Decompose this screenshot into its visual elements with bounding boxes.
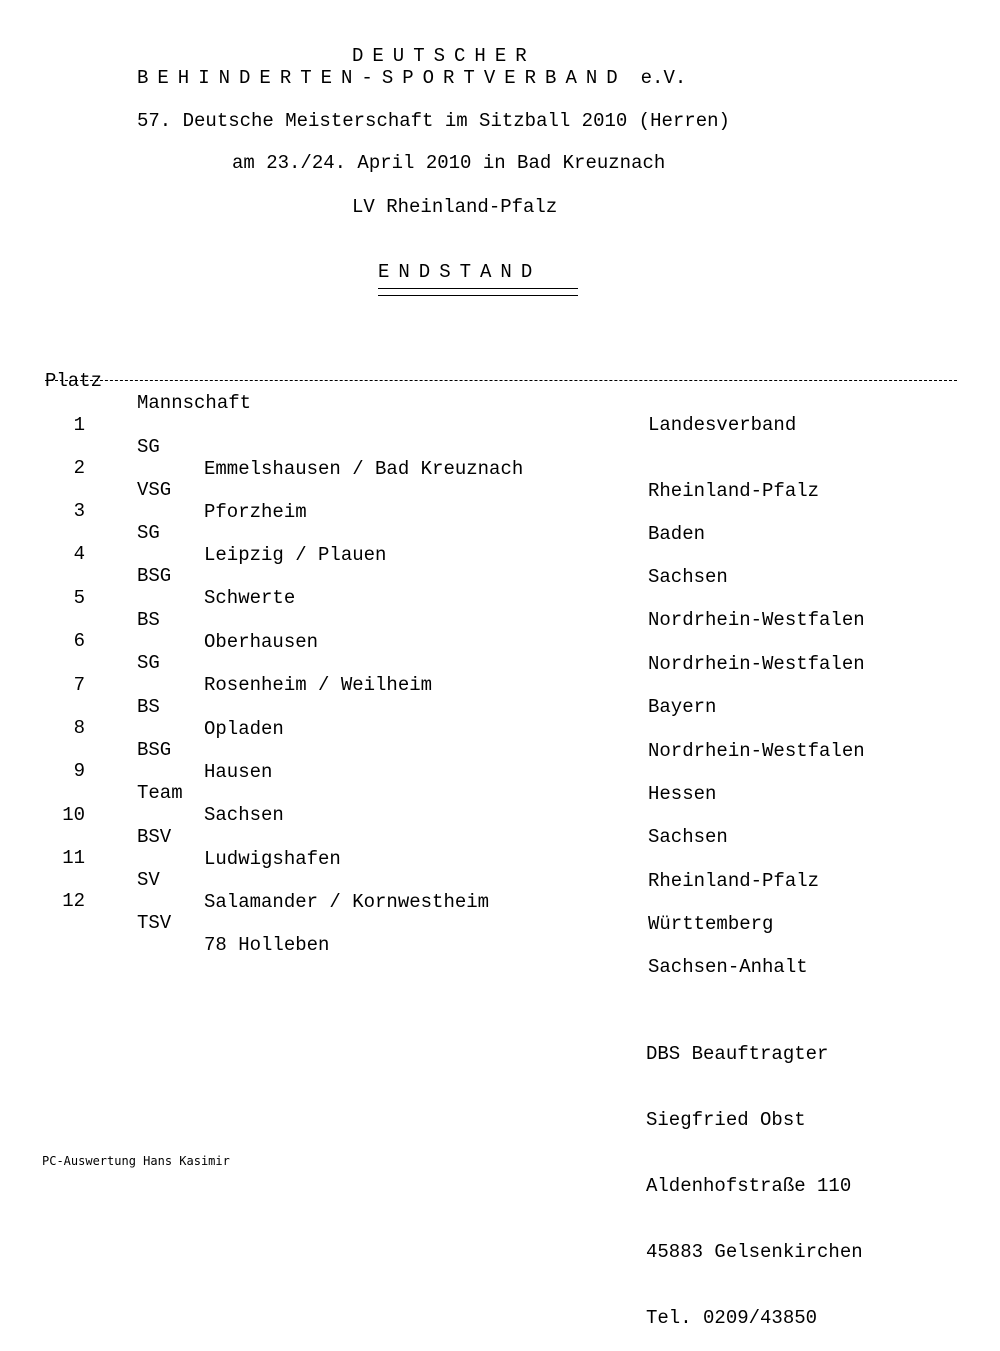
row-state: Sachsen-Anhalt [648,956,808,978]
row-team-name: Oberhausen [204,631,319,653]
row-team-name: Ludwigshafen [204,848,341,870]
row-state: Rheinland-Pfalz [648,480,820,502]
org-name-line1: DEUTSCHER [352,45,536,67]
row-club-type: BS [137,609,160,631]
row-state: Württemberg [648,913,774,935]
row-state: Sachsen [648,826,728,848]
org-name-line2 [137,67,686,89]
row-team-name: Pforzheim [204,501,307,523]
row-club-type: SV [137,869,160,891]
contact-phone: Tel. 0209/43850 [646,1307,818,1329]
row-rank: 6 [73,630,85,652]
row-rank: 3 [73,500,85,522]
host-association: LV Rheinland-Pfalz [352,196,558,218]
contact-block [646,999,863,1351]
footer-credit: PC-Auswertung Hans Kasimir [42,1154,230,1168]
contact-name: Siegfried Obst [646,1109,806,1131]
row-team-name: Hausen [204,761,273,783]
row-state: Bayern [648,696,717,718]
row-state: Baden [648,523,706,545]
row-team-name: 78 Holleben [204,934,330,956]
row-rank: 9 [73,760,85,782]
row-club-type: BSV [137,826,172,848]
row-rank: 10 [62,804,85,826]
row-rank: 4 [73,543,85,565]
row-team-name: Opladen [204,718,284,740]
row-team-name: Rosenheim / Weilheim [204,674,433,696]
row-club-type: SG [137,436,160,458]
row-rank: 1 [73,414,85,436]
contact-city: 45883 Gelsenkirchen [646,1241,863,1263]
header-state: Landesverband [648,414,797,436]
header-divider [45,380,957,381]
event-title: 57. Deutsche Meisterschaft im Sitzball 2010 (Herren) [137,110,730,132]
row-rank: 11 [62,847,85,869]
row-club-type: Team [137,782,183,804]
row-club-type: TSV [137,912,172,934]
contact-role: DBS Beauftragter [646,1043,829,1065]
header-team: Mannschaft [137,392,252,414]
section-title: ENDSTAND [378,261,542,283]
row-rank: 5 [73,587,85,609]
row-club-type: BS [137,696,160,718]
org-suffix: e.V. [640,67,687,89]
row-rank: 12 [62,890,85,912]
section-title-underline [378,288,578,296]
contact-street: Aldenhofstraße 110 [646,1175,852,1197]
row-club-type: VSG [137,479,172,501]
table-header [0,348,1000,436]
row-team-name: Salamander / Kornwestheim [204,891,490,913]
row-club-type: BSG [137,565,172,587]
row-state: Sachsen [648,566,728,588]
header-rank: Platz [45,370,103,392]
row-team-name: Schwerte [204,587,296,609]
row-team-name: Sachsen [204,804,284,826]
row-rank: 7 [73,674,85,696]
row-state: Nordrhein-Westfalen [648,740,865,762]
row-club-type: SG [137,652,160,674]
row-rank: 2 [73,457,85,479]
row-rank: 8 [73,717,85,739]
row-club-type: SG [137,522,160,544]
row-state: Hessen [648,783,717,805]
row-team-name: Leipzig / Plauen [204,544,387,566]
row-club-type: BSG [137,739,172,761]
row-state: Rheinland-Pfalz [648,870,820,892]
row-state: Nordrhein-Westfalen [648,653,865,675]
row-state: Nordrhein-Westfalen [648,609,865,631]
event-date: am 23./24. April 2010 in Bad Kreuznach [232,152,666,174]
row-team-name: Emmelshausen / Bad Kreuznach [204,458,524,480]
org-name-main: BEHINDERTEN-SPORTVERBAND [137,67,627,89]
